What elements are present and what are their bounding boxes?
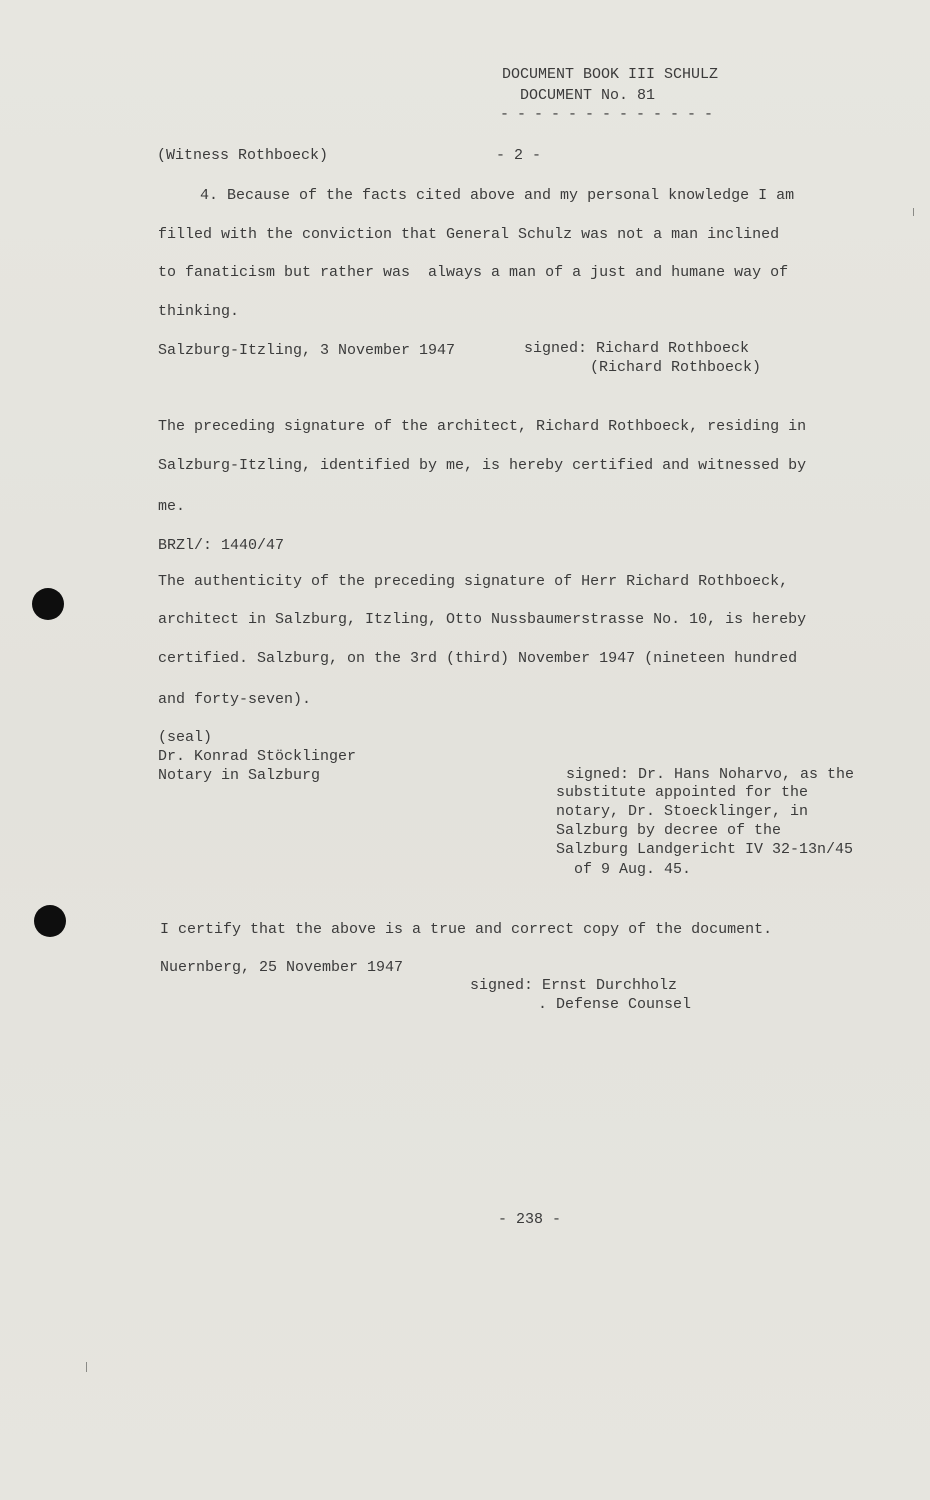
- defense-counsel: . Defense Counsel: [538, 996, 692, 1013]
- seal-label: (seal): [158, 729, 213, 746]
- doc-number-header: DOCUMENT No. 81: [520, 87, 656, 104]
- certification-line: me.: [158, 498, 186, 515]
- paragraph-4-line: 4. Because of the facts cited above and my personal knowledge I am: [200, 187, 795, 204]
- margin-mark: [86, 1362, 87, 1372]
- substitute-line: substitute appointed for the: [556, 784, 809, 801]
- certification-line: Salzburg-Itzling, identified by me, is hereby certified and witnessed by: [158, 457, 807, 474]
- signed-rothboeck: signed: Richard Rothboeck: [524, 340, 750, 357]
- header-rule: - - - - - - - - - - - - -: [500, 106, 713, 123]
- substitute-line: notary, Dr. Stoecklinger, in: [556, 803, 809, 820]
- page-number: - 238 -: [498, 1211, 562, 1228]
- substitute-line: Salzburg by decree of the: [556, 822, 782, 839]
- substitute-line: signed: Dr. Hans Noharvo, as the: [566, 766, 855, 783]
- paragraph-4-line: thinking.: [158, 303, 240, 320]
- authenticity-line: certified. Salzburg, on the 3rd (third) November 1947 (nineteen hundred: [158, 650, 798, 667]
- reference-number: BRZl/: 1440/47: [158, 537, 285, 554]
- substitute-line: Salzburg Landgericht IV 32-13n/45: [556, 841, 854, 858]
- substitute-line: of 9 Aug. 45.: [556, 861, 692, 878]
- place-date: Salzburg-Itzling, 3 November 1947: [158, 342, 456, 359]
- punch-hole-upper: [32, 588, 64, 620]
- signed-durchholz: signed: Ernst Durchholz: [470, 977, 678, 994]
- authenticity-line: The authenticity of the preceding signature of Herr Richard Rothboeck,: [158, 573, 789, 590]
- witness-label: (Witness Rothboeck): [157, 147, 329, 164]
- paragraph-4-line: to fanaticism but rather was always a man of a just and humane way of: [158, 264, 789, 281]
- authenticity-line: architect in Salzburg, Itzling, Otto Nussbaumerstrasse No. 10, is hereby: [158, 611, 807, 628]
- true-copy-statement: I certify that the above is a true and correct copy of the document.: [160, 921, 773, 938]
- paragraph-4-line: filled with the conviction that General Schulz was not a man inclined: [158, 226, 780, 243]
- notary-title: Notary in Salzburg: [158, 767, 321, 784]
- rothboeck-name: (Richard Rothboeck): [590, 359, 762, 376]
- final-place-date: Nuernberg, 25 November 1947: [160, 959, 404, 976]
- doc-book-header: DOCUMENT BOOK III SCHULZ: [502, 66, 719, 83]
- certification-line: The preceding signature of the architect, Richard Rothboeck, residing in: [158, 418, 807, 435]
- authenticity-line: and forty-seven).: [158, 691, 312, 708]
- notary-name: Dr. Konrad Stöcklinger: [158, 748, 357, 765]
- page-marker: - 2 -: [496, 147, 542, 164]
- punch-hole-lower: [34, 905, 66, 937]
- margin-mark: [913, 208, 914, 216]
